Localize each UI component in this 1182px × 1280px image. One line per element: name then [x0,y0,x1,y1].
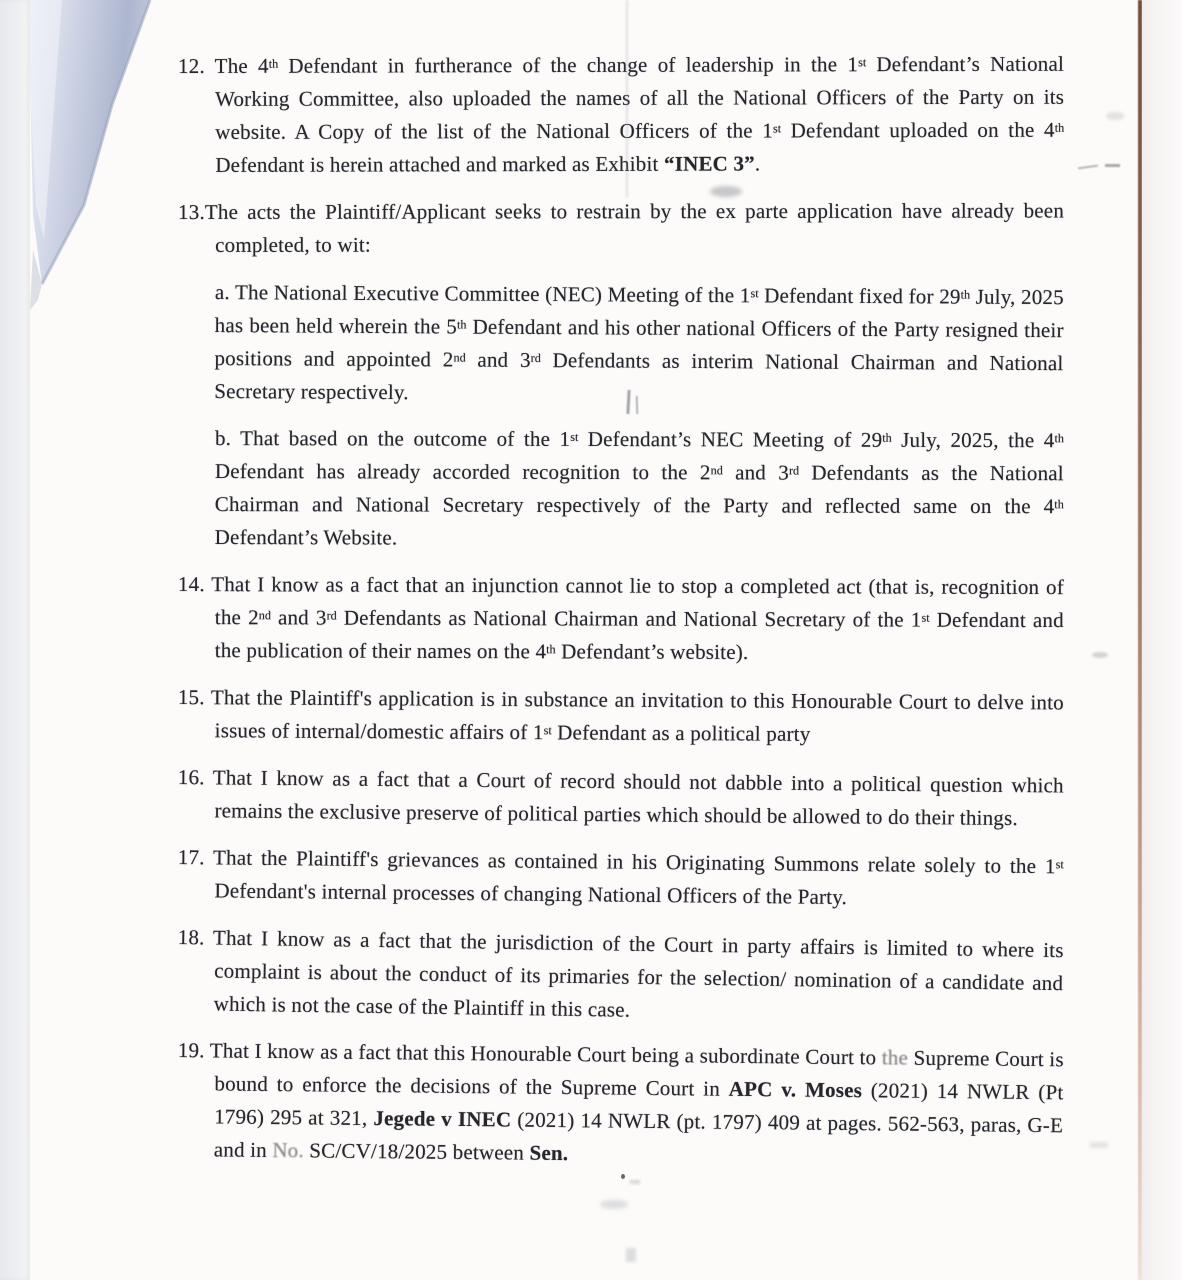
paragraph-text: and 3 [722,460,790,485]
paragraph-text: That based on the outcome of the 1 [231,426,571,451]
paragraph-text: Defendant’s National Working Committee, also uploaded the names of all the National Officers of the Party on its website. A Copy of the list of the National Officers of the 1 [215,51,1065,144]
paragraph-text: and 3 [465,347,531,372]
paragraph-number: 12. [178,53,205,78]
affidavit-subparagraph-b [215,422,1064,556]
paragraph-text: That I know as a fact that an injunction cannot lie to stop a completed act (that is, recognition of the 2 [204,572,1064,630]
ordinal-suffix: th [960,287,971,302]
paragraph-text: Defendants as the National Chairman and National Secretary respectively of the Party and reflected same on the 4 [214,460,1064,519]
affidavit-paragraph-18 [177,921,1064,1033]
paragraph-text: The acts the Plaintiff/Applicant seeks to restrain by the ex parte application have already been completed, to wit: [204,198,1065,257]
paragraph-text: Defendant in furtherance of the change of leadership in the 1 [278,52,859,78]
ordinal-suffix: th [546,641,556,656]
paragraph-text: Defendant as a political party [551,720,811,746]
ordinal-suffix: nd [453,349,466,365]
paragraph-number: a. [214,279,230,305]
ordinal-suffix: rd [326,608,337,623]
paragraph-text: Defendant fixed for 29 [758,283,961,309]
paragraph-number: 13. [178,199,205,224]
paragraph-text: That I know as a fact that a Court of record should not dabble into a political question which remains the exclusive preserve of political parties which should be allowed to do their things. [204,765,1064,831]
scan-smudge [600,1200,628,1209]
ordinal-suffix: th [457,317,467,332]
paragraph-number: 15. [177,684,205,710]
citation-bold-text: “INEC 3” [663,151,755,176]
paragraph-text: Defendant’s NEC Meeting of 29 [578,426,883,452]
paragraph-number: 16. [177,764,205,790]
paragraph-text: Defendant and the publication of their names on the 4 [214,607,1064,664]
ordinal-suffix: st [543,722,552,737]
paragraph-text: . [754,151,761,176]
paragraph-text: (2021) 14 NWLR (Pt 1796) 295 at 321, [214,1078,1064,1131]
scan-smudge [626,1248,636,1262]
paragraph-text: Defendant’s Website. [214,524,398,550]
ordinal-suffix: th [1054,496,1064,511]
paragraph-text: Defendant and his other national Officers of the Party resigned their positions and appointed 2 [214,314,1064,372]
affidavit-paragraph-19 [177,1034,1064,1175]
paragraph-text: Defendants as National Chairman and National Secretary of the 1 [336,605,922,632]
ordinal-suffix: st [858,54,867,69]
ordinal-suffix: st [750,285,759,300]
affidavit-paragraph-14 [178,568,1064,670]
citation-bold-text: APC v. Moses [728,1076,863,1103]
paragraph-text: Defendant uploaded on the 4 [781,117,1055,143]
paragraph-number: b. [214,426,232,451]
paragraph-text: That I know as a fact that this Honourable Court being a subordinate Court to [204,1038,882,1070]
ordinal-suffix: rd [530,350,541,365]
ordinal-suffix: st [772,120,782,135]
ordinal-suffix: th [1054,120,1065,135]
paragraph-text: Defendant is herein attached and marked as Exhibit [215,151,665,177]
affidavit-paragraph-16 [177,761,1064,836]
paragraph-text: Defendants as interim National Chairman and National Secretary respectively. [214,347,1064,405]
ordinal-suffix: th [882,430,892,445]
paragraph-number: 18. [177,924,205,950]
paragraph-number: 17. [177,844,205,870]
paragraph-text: SC/CV/18/2025 between [303,1138,530,1165]
paragraph-text: That the Plaintiff's grievances as contained in his Originating Summons relate solely to the 1 [204,845,1056,879]
paragraph-text: That the Plaintiff's application is in substance an invitation to this Honourable Court to delve into issues of internal/domestic affairs of 1 [204,685,1064,745]
paragraph-text: The 4 [204,53,269,78]
ordinal-suffix: th [1054,430,1064,445]
paragraph-text: No. [272,1137,304,1163]
ordinal-suffix: nd [258,607,272,622]
affidavit-paragraph-15 [178,681,1064,752]
paragraph-text: (2021) 14 NWLR (pt. 1797) 409 at pages. 562-563, paras, G-E and in [213,1107,1064,1162]
paragraph-text: July, 2025, the 4 [891,427,1055,453]
ordinal-suffix: th [268,56,279,71]
ordinal-suffix: st [570,429,579,444]
paragraph-text: Defendant has already accorded recognition to the 2 [214,458,711,485]
citation-bold-text: Jegede v INEC [373,1106,512,1132]
affidavit-subparagraph-a [214,276,1064,413]
paragraph-text: the [881,1045,909,1070]
paragraph-text: July, 2025 has been held wherein the 5 [214,284,1064,339]
paragraph-text: That I know as a fact that the jurisdiction of the Court in party affairs is limited to where its complaint is about the conduct of its primaries for the selection/ nomination of a candidate and which is not the case of the Plaintiff in this case. [204,925,1064,1022]
paragraph-text: Defendant’s website). [555,639,749,664]
paragraph-number: 14. [177,572,205,597]
ordinal-suffix: nd [710,462,723,477]
ordinal-suffix: rd [788,463,800,478]
affidavit-paragraph-17 [177,841,1064,916]
affidavit-paragraph-12 [178,48,1064,182]
paragraph-text: Supreme Court is bound to enforce the decisions of the Supreme Court in [214,1045,1064,1101]
paragraph-number: 19. [177,1037,205,1063]
paragraph-text: and 3 [270,605,327,630]
ordinal-suffix: st [921,610,930,625]
affidavit-paragraph-13 [178,194,1064,262]
paragraph-text: The National Executive Committee (NEC) Meeting of the 1 [229,280,751,308]
citation-bold-text: Sen. [529,1140,569,1166]
paragraph-text: Defendant's internal processes of changing National Officers of the Party. [214,878,848,910]
ordinal-suffix: st [1055,856,1064,871]
scan-smudge [630,1180,640,1184]
